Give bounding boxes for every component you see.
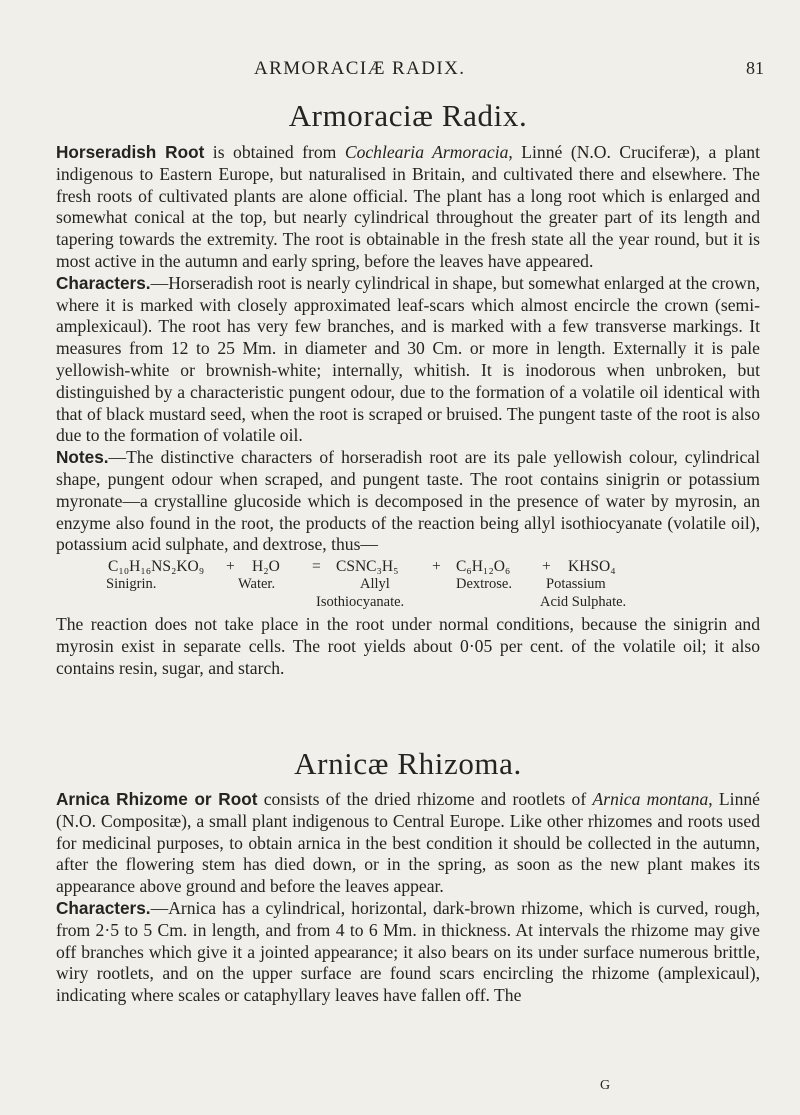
arnicae-characters-paragraph [56, 898, 760, 1007]
running-head [56, 58, 764, 84]
armoraciae-intro-paragraph [56, 142, 760, 273]
equation-water-formula: H₂O [252, 558, 280, 576]
page-number: 81 [746, 58, 764, 78]
arnicae-intro-lead: Arnica Rhizome or Root [56, 789, 258, 809]
reaction-equation [56, 556, 760, 614]
equation-allyl-formula: CSNC₃H₅ [336, 558, 399, 576]
equation-plus-sign: + [542, 558, 551, 576]
equation-label-potassium: Potassium [546, 576, 606, 593]
section-title-arnicae: Arnicæ Rhizoma. [294, 746, 522, 781]
signature-mark: G [600, 1078, 611, 1093]
arnicae-characters-heading: Characters. [56, 897, 151, 918]
equation-label-water: Water. [238, 576, 276, 593]
equation-plus-sign: + [432, 558, 441, 576]
arnicae-species-name: Arnica montana [592, 789, 709, 809]
arnicae-intro-pre: consists of the dried rhizome and rootlets of [257, 789, 593, 809]
section-title-armoraciae: Armoraciæ Radix. [288, 98, 528, 133]
armoraciae-body [56, 142, 760, 680]
armoraciae-species-name: Cochlearia Armoracia [344, 142, 509, 162]
arnicae-characters-text: —Arnica has a cylindrical, horizontal, dark-brown rhizome, which is curved, rough, from 2·5 to 5 Cm. in length, and from 4 to 6 Mm. in thickness. At intervals the rhizome may give off branches which give it a jointed appearance; it also bears on its under surface numerous brittle, wiry rootlets, and on the upper surface are found scars encircling the rhizome (amplexicaul), indicating where scales or cataphyllary leaves have fallen off. The [56, 897, 760, 1006]
armoraciae-characters-heading: Characters. [56, 272, 151, 293]
armoraciae-notes-paragraph [56, 447, 760, 556]
equation-label-sinigrin: Sinigrin. [106, 576, 157, 593]
arnicae-body [56, 789, 760, 1007]
equation-sinigrin-formula: C₁₀H₁₆NS₂KO₉ [108, 558, 205, 576]
equation-dextrose-formula: C₆H₁₂O₆ [456, 558, 511, 576]
running-title: ARMORACIÆ RADIX. [254, 58, 466, 79]
armoraciae-notes-text: —The distinctive characters of horseradish root are its pale yellowish colour, cylindrical shape, pungent odour when scraped, and pungent taste. The root contains sinigrin or potassium myronate—a crystalline glucoside which is decomposed in the presence of water by myrosin, an enzyme also found in the root, the products of the reaction being allyl isothiocyanate (volatile oil), potassium acid sulphate, and dextrose, thus— [56, 447, 760, 555]
equation-equals-sign: = [312, 558, 321, 576]
armoraciae-characters-text: —Horseradish root is nearly cylindrical in shape, but somewhat enlarged at the crown, where it is marked with closely approximated leaf-scars which almost encircle the crown (semi-amplexicaul). The root has very few branches, and is marked with a few transverse markings. It measures from 12 to 25 Mm. in diameter and 30 Cm. or more in length. Externally it is pale yellowish-white or brownish-white; internally, whitish. It is inodorous when unbroken, but distinguished by a characteristic pungent odour, due to the formation of a volatile oil identical with that of black mustard seed, when the root is scraped or bruised. The pungent taste of the root is also due to the formation of volatile oil. [56, 272, 761, 446]
armoraciae-closing-paragraph: The reaction does not take place in the root under normal conditions, because the sinigrin and myrosin exist in separate cells. The root yields about 0·05 per cent. of the volatile oil; it also contains resin, sugar, and starch. [56, 614, 760, 678]
armoraciae-intro-pre: is obtained from [204, 142, 345, 162]
equation-plus-sign: + [226, 558, 235, 576]
armoraciae-characters-paragraph [56, 273, 760, 447]
equation-label-allyl: Allyl [360, 576, 390, 593]
arnicae-intro-text: , Linné (N.O. Compositæ), a small plant indigenous to Central Europe. Like other rhizomes and roots used for medicinal purposes, to obtain arnica in the best condition it should be collected in the autumn, after the flowering stem has died down, or in the spring, as soon as the new plant makes its appearance above ground and before the leaves appear. [56, 789, 760, 897]
equation-label-acid-sulphate: Acid Sulphate. [540, 594, 627, 611]
equation-label-dextrose: Dextrose. [456, 576, 512, 593]
armoraciae-intro-lead: Horseradish Root [56, 142, 205, 162]
equation-label-isothiocyanate: Isothiocyanate. [316, 594, 405, 611]
armoraciae-intro-text: , Linné (N.O. Cruciferæ), a plant indigenous to Eastern Europe, but naturalised in Britain, and cultivated there and elsewhere. The fresh roots of cultivated plants are alone official. The plant has a long root which is enlarged and somewhat conical at the top, but nearly cylindrical throughout the greater part of its length and tapering towards the extremity. The root is obtainable in the fresh state all the year round, but it is most active in the autumn and early spring, before the leaves have appeared. [56, 142, 760, 271]
armoraciae-notes-heading: Notes. [56, 447, 109, 468]
equation-khso4-formula: KHSO₄ [568, 558, 616, 576]
arnicae-intro-paragraph [56, 789, 760, 898]
